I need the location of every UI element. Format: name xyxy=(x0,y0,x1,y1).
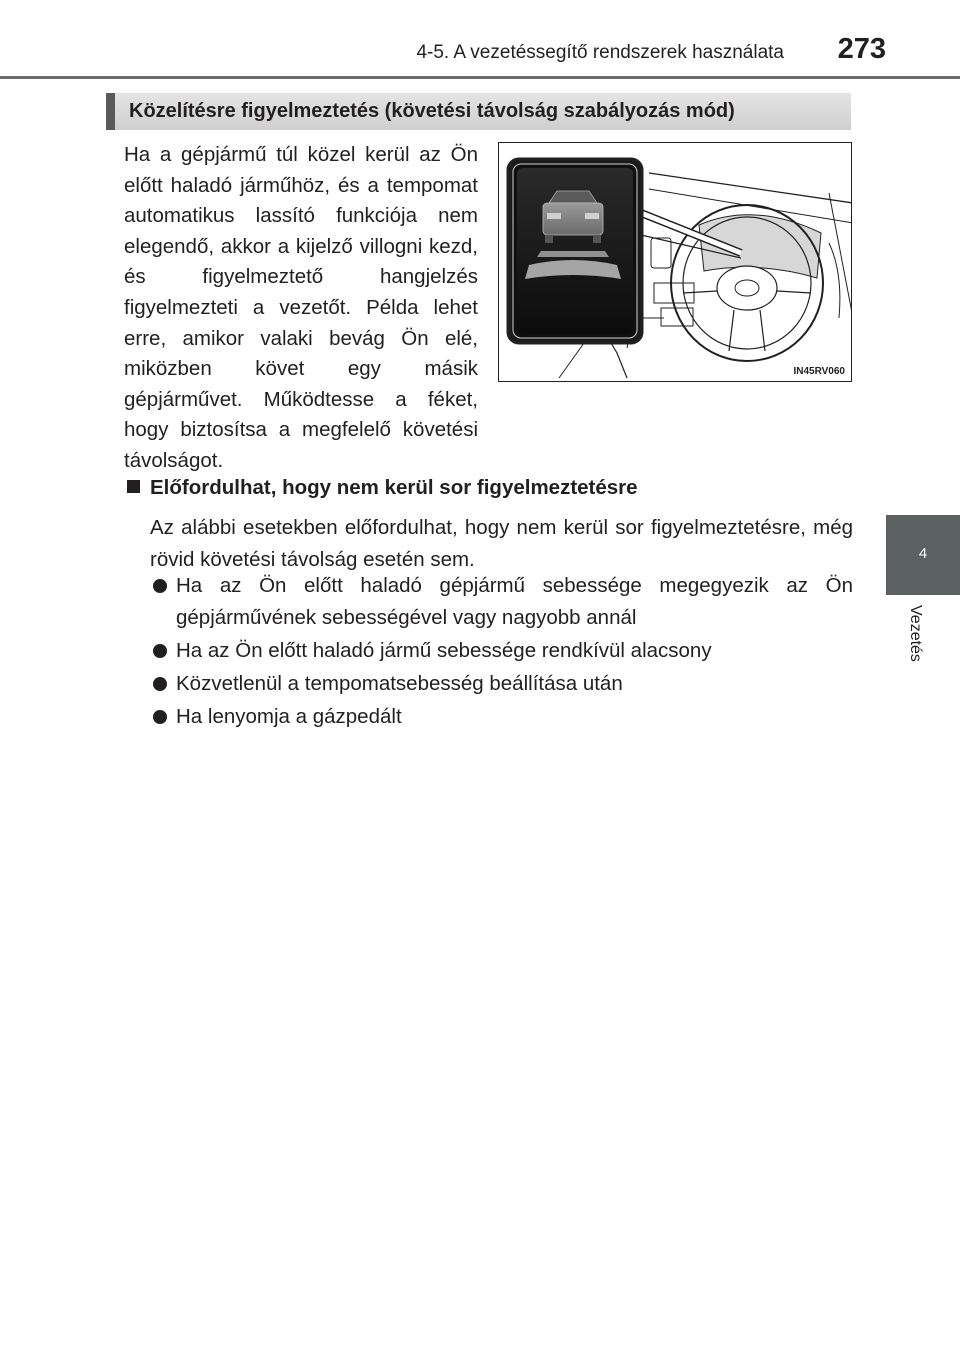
dashboard-illustration xyxy=(498,142,852,382)
list-item xyxy=(150,668,853,700)
header-rule xyxy=(0,76,960,79)
list-item xyxy=(150,570,853,633)
subsection-title-text: Előfordulhat, hogy nem kerül sor figyelmeztetésre xyxy=(150,476,638,499)
square-bullet-icon xyxy=(127,480,140,493)
chapter-number: 4 xyxy=(918,545,928,562)
chapter-label: Vezetés xyxy=(907,605,924,662)
list-item xyxy=(150,635,853,667)
bullet-dot-icon xyxy=(153,579,167,593)
section-banner xyxy=(106,93,851,130)
bullet-dot-icon xyxy=(153,644,167,658)
dashboard-drawing xyxy=(499,143,852,382)
list-item xyxy=(150,701,853,733)
figure-code: IN45RV060 xyxy=(793,366,845,377)
bullet-dot-icon xyxy=(153,710,167,724)
list-item-text: Ha az Ön előtt haladó jármű sebessége rendkívül alacsony xyxy=(176,639,712,662)
header-section-title: 4-5. A vezetéssegítő rendszerek használata xyxy=(416,42,784,63)
list-item-text: Ha lenyomja a gázpedált xyxy=(176,705,402,728)
list-item-text: Ha az Ön előtt haladó gépjármű sebessége megegyezik az Ön gépjárművének sebességével vagy nagyobb annál xyxy=(176,574,853,629)
intro-paragraph: Ha a gépjármű túl közel kerül az Ön előtt haladó járműhöz, és a tempomat automatikus lassító funkciója nem elegendő, akkor a kijelző villogni kezd, és figyelmeztető hangjelzés figyelmezteti a vezetőt. Példa lehet erre, amikor valaki bevág Ön elé, miközben követ egy másik gépjárművet. Működtesse a féket, hogy biztosítsa a megfelelő követési távolságot. xyxy=(124,143,478,472)
list-item-text: Közvetlenül a tempomatsebesség beállítása után xyxy=(176,672,623,695)
bullet-dot-icon xyxy=(153,677,167,691)
subsection-title xyxy=(127,476,638,500)
page-number: 273 xyxy=(837,33,886,65)
section-title: Közelítésre figyelmeztetés (követési távolság szabályozás mód) xyxy=(129,100,735,122)
subsection-paragraph: Az alábbi esetekben előfordulhat, hogy nem kerül sor figyelmeztetésre, még rövid követési távolság esetén sem. xyxy=(150,516,853,571)
chapter-tab xyxy=(886,515,960,595)
